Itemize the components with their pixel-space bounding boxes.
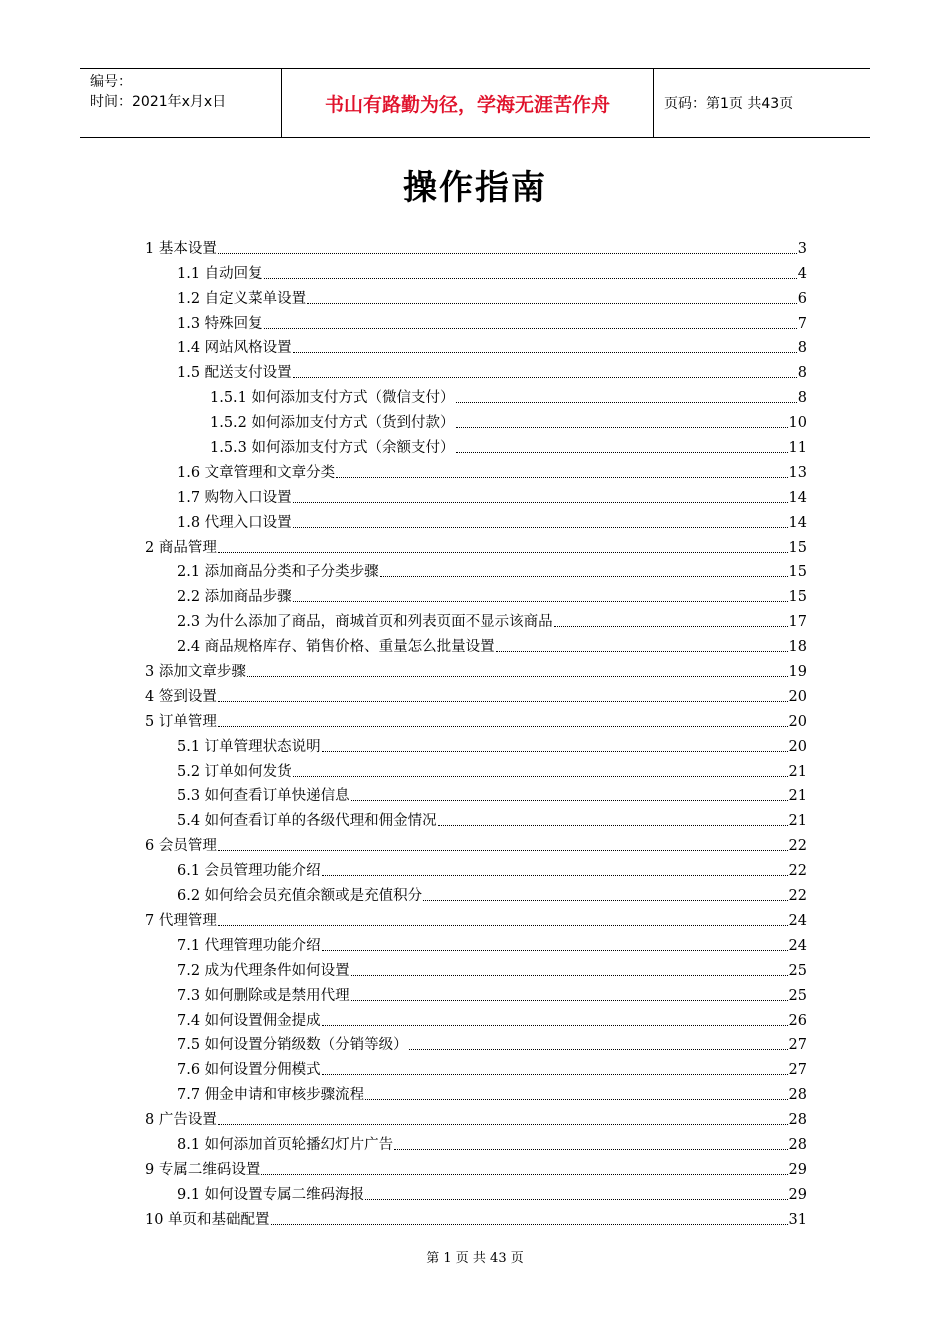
toc-dot-leader xyxy=(322,875,788,876)
toc-entry[interactable] xyxy=(145,906,807,931)
toc-entry[interactable] xyxy=(145,831,807,856)
toc-dot-leader xyxy=(218,701,788,702)
toc-entry-title: 1.8 代理入口设置 xyxy=(177,514,292,531)
toc-dot-leader xyxy=(307,303,797,304)
toc-entry-page: 7 xyxy=(797,315,807,332)
toc-entry-page: 18 xyxy=(788,639,807,656)
toc-dot-leader xyxy=(293,352,797,353)
toc-entry-title: 7.1 代理管理功能介绍 xyxy=(177,937,321,954)
toc-dot-leader xyxy=(293,527,788,528)
toc-dot-leader xyxy=(438,825,788,826)
toc-entry[interactable] xyxy=(145,433,807,458)
toc-entry-title: 7.4 如何设置佣金提成 xyxy=(177,1012,321,1029)
toc-entry[interactable] xyxy=(145,1155,807,1180)
page-footer: 第 1 页 共 43 页 xyxy=(426,1251,524,1266)
toc-entry-page: 25 xyxy=(788,987,807,1004)
header-page-label: 页码：第1页 共43页 xyxy=(664,96,794,112)
toc-entry[interactable] xyxy=(145,881,807,906)
toc-entry-page: 21 xyxy=(788,788,807,805)
toc-entry-page: 13 xyxy=(788,464,807,481)
toc-entry-title: 2.1 添加商品分类和子分类步骤 xyxy=(177,564,379,581)
toc-entry-page: 22 xyxy=(788,838,807,855)
toc-entry-page: 17 xyxy=(788,614,807,631)
toc-dot-leader xyxy=(456,402,797,403)
header-info xyxy=(80,69,282,137)
toc-entry-page: 4 xyxy=(797,265,807,282)
header-motto: 书山有路勤为径，学海无涯苦作舟 xyxy=(282,69,654,137)
toc-entry-title: 10 单页和基础配置 xyxy=(145,1211,270,1228)
toc-entry-title: 7 代理管理 xyxy=(145,912,217,929)
toc-entry-page: 21 xyxy=(788,763,807,780)
toc-entry-page: 6 xyxy=(797,290,807,307)
toc-entry-title: 9 专属二维码设置 xyxy=(145,1161,261,1178)
toc-entry[interactable] xyxy=(145,1205,807,1230)
toc-dot-leader xyxy=(554,626,788,627)
toc-entry-page: 3 xyxy=(797,240,807,257)
toc-entry-page: 20 xyxy=(788,713,807,730)
toc-dot-leader xyxy=(394,1149,787,1150)
toc-entry-title: 9.1 如何设置专属二维码海报 xyxy=(177,1186,365,1203)
toc-dot-leader xyxy=(264,328,797,329)
toc-entry-page: 20 xyxy=(788,738,807,755)
toc-entry[interactable] xyxy=(145,508,807,533)
toc-entry[interactable] xyxy=(145,981,807,1006)
toc-entry[interactable] xyxy=(145,383,807,408)
toc-dot-leader xyxy=(261,1174,787,1175)
toc-entry[interactable] xyxy=(145,806,807,831)
toc-entry-title: 7.2 成为代理条件如何设置 xyxy=(177,962,350,979)
toc-dot-leader xyxy=(409,1049,788,1050)
toc-dot-leader xyxy=(322,950,788,951)
page-title: 操作指南 xyxy=(403,168,547,208)
toc-dot-leader xyxy=(264,278,797,279)
toc-dot-leader xyxy=(218,1124,788,1125)
toc-entry-title: 1.2 自定义菜单设置 xyxy=(177,290,307,307)
toc-entry-title: 7.6 如何设置分佣模式 xyxy=(177,1062,321,1079)
toc-entry-title: 5.2 订单如何发货 xyxy=(177,763,292,780)
toc-entry-title: 7.5 如何设置分销级数（分销等级） xyxy=(177,1037,408,1054)
toc-entry[interactable] xyxy=(145,358,807,383)
toc-entry-page: 25 xyxy=(788,962,807,979)
toc-entry-page: 27 xyxy=(788,1037,807,1054)
toc-entry[interactable] xyxy=(145,259,807,284)
toc-dot-leader xyxy=(423,900,787,901)
toc-dot-leader xyxy=(293,377,797,378)
toc-entry[interactable] xyxy=(145,284,807,309)
toc-entry-title: 1.5.2 如何添加支付方式（货到付款） xyxy=(210,415,455,432)
toc-entry-title: 5.4 如何查看订单的各级代理和佣金情况 xyxy=(177,813,437,830)
toc-entry-title: 8.1 如何添加首页轮播幻灯片广告 xyxy=(177,1136,394,1153)
toc-dot-leader xyxy=(322,1074,788,1075)
toc-entry-page: 15 xyxy=(788,589,807,606)
toc-entry-page: 28 xyxy=(788,1112,807,1129)
toc-entry[interactable] xyxy=(145,582,807,607)
toc-entry[interactable] xyxy=(145,558,807,583)
toc-entry[interactable] xyxy=(145,632,807,657)
toc-entry-title: 8 广告设置 xyxy=(145,1112,217,1129)
toc-entry-title: 4 签到设置 xyxy=(145,688,217,705)
toc-entry-page: 11 xyxy=(788,440,807,457)
toc-entry-title: 2.2 添加商品步骤 xyxy=(177,589,292,606)
toc-entry-title: 1 基本设置 xyxy=(145,240,217,257)
toc-dot-leader xyxy=(218,253,797,254)
toc-entry[interactable] xyxy=(145,234,807,259)
toc-entry-title: 1.7 购物入口设置 xyxy=(177,489,292,506)
toc-entry[interactable] xyxy=(145,732,807,757)
toc-entry[interactable] xyxy=(145,408,807,433)
toc-entry-page: 8 xyxy=(797,390,807,407)
toc-entry[interactable] xyxy=(145,1130,807,1155)
toc-dot-leader xyxy=(322,751,788,752)
toc-entry[interactable] xyxy=(145,1080,807,1105)
toc-entry-title: 1.5 配送支付设置 xyxy=(177,365,292,382)
toc-entry[interactable] xyxy=(145,309,807,334)
toc-entry-page: 14 xyxy=(788,489,807,506)
toc-entry-title: 7.7 佣金申请和审核步骤流程 xyxy=(177,1087,365,1104)
toc-entry[interactable] xyxy=(145,782,807,807)
toc-dot-leader xyxy=(456,427,788,428)
toc-entry[interactable] xyxy=(145,1180,807,1205)
toc-entry-page: 20 xyxy=(788,688,807,705)
toc-entry-title: 2 商品管理 xyxy=(145,539,217,556)
toc-dot-leader xyxy=(351,800,788,801)
toc-entry[interactable] xyxy=(145,607,807,632)
toc-entry-page: 29 xyxy=(788,1186,807,1203)
toc-entry-page: 19 xyxy=(788,664,807,681)
toc-dot-leader xyxy=(322,1025,788,1026)
toc-dot-leader xyxy=(336,477,787,478)
toc-dot-leader xyxy=(351,975,788,976)
toc-entry-page: 28 xyxy=(788,1136,807,1153)
toc-dot-leader xyxy=(293,776,788,777)
toc-entry[interactable] xyxy=(145,334,807,359)
toc-entry[interactable] xyxy=(145,707,807,732)
document-number-label: 编号： xyxy=(90,74,132,90)
toc-dot-leader xyxy=(218,925,788,926)
toc-entry[interactable] xyxy=(145,1006,807,1031)
toc-entry-page: 10 xyxy=(788,415,807,432)
toc-entry[interactable] xyxy=(145,1105,807,1130)
toc-entry[interactable] xyxy=(145,483,807,508)
toc-entry-page: 27 xyxy=(788,1062,807,1079)
toc-dot-leader xyxy=(293,601,788,602)
toc-entry-title: 3 添加文章步骤 xyxy=(145,664,246,681)
toc-dot-leader xyxy=(351,1000,788,1001)
toc-entry[interactable] xyxy=(145,956,807,981)
toc-entry-title: 5.1 订单管理状态说明 xyxy=(177,738,321,755)
toc-entry[interactable] xyxy=(145,458,807,483)
toc-entry-page: 24 xyxy=(788,937,807,954)
toc-dot-leader xyxy=(293,502,788,503)
toc-entry-title: 1.3 特殊回复 xyxy=(177,315,263,332)
toc-entry-title: 2.4 商品规格库存、销售价格、重量怎么批量设置 xyxy=(177,639,495,656)
toc-entry-title: 1.5.3 如何添加支付方式（余额支付） xyxy=(210,440,455,457)
toc-entry-page: 26 xyxy=(788,1012,807,1029)
toc-dot-leader xyxy=(365,1199,787,1200)
toc-entry-title: 1.1 自动回复 xyxy=(177,265,263,282)
toc-entry-page: 22 xyxy=(788,863,807,880)
toc-entry-page: 29 xyxy=(788,1161,807,1178)
toc-entry-page: 21 xyxy=(788,813,807,830)
table-of-contents xyxy=(145,234,807,1230)
toc-entry-page: 14 xyxy=(788,514,807,531)
toc-dot-leader xyxy=(218,850,788,851)
document-date-label: 时间：2021年x月x日 xyxy=(90,94,227,110)
toc-entry-title: 7.3 如何删除或是禁用代理 xyxy=(177,987,350,1004)
toc-dot-leader xyxy=(496,651,788,652)
toc-entry-title: 1.4 网站风格设置 xyxy=(177,340,292,357)
toc-dot-leader xyxy=(456,452,788,453)
toc-entry-page: 8 xyxy=(797,340,807,357)
toc-entry[interactable] xyxy=(145,682,807,707)
toc-entry[interactable] xyxy=(145,931,807,956)
toc-entry[interactable] xyxy=(145,1031,807,1056)
toc-entry[interactable] xyxy=(145,856,807,881)
toc-entry-page: 31 xyxy=(788,1211,807,1228)
toc-dot-leader xyxy=(271,1224,788,1225)
toc-dot-leader xyxy=(218,726,788,727)
toc-entry-page: 28 xyxy=(788,1087,807,1104)
page-header xyxy=(80,68,870,138)
toc-entry-title: 6.1 会员管理功能介绍 xyxy=(177,863,321,880)
toc-dot-leader xyxy=(247,676,788,677)
toc-entry-title: 6 会员管理 xyxy=(145,838,217,855)
toc-entry-page: 24 xyxy=(788,912,807,929)
toc-entry-title: 6.2 如何给会员充值余额或是充值积分 xyxy=(177,888,423,905)
toc-dot-leader xyxy=(218,552,788,553)
toc-dot-leader xyxy=(380,576,788,577)
toc-entry-title: 5.3 如何查看订单快递信息 xyxy=(177,788,350,805)
toc-dot-leader xyxy=(365,1099,787,1100)
toc-entry-page: 22 xyxy=(788,888,807,905)
toc-entry[interactable] xyxy=(145,1055,807,1080)
toc-entry-title: 5 订单管理 xyxy=(145,713,217,730)
toc-entry-title: 1.6 文章管理和文章分类 xyxy=(177,464,336,481)
toc-entry[interactable] xyxy=(145,757,807,782)
toc-entry-page: 15 xyxy=(788,539,807,556)
toc-entry-page: 15 xyxy=(788,564,807,581)
toc-entry-title: 1.5.1 如何添加支付方式（微信支付） xyxy=(210,390,455,407)
toc-entry-page: 8 xyxy=(797,365,807,382)
toc-entry[interactable] xyxy=(145,533,807,558)
toc-entry-title: 2.3 为什么添加了商品，商城首页和列表页面不显示该商品 xyxy=(177,614,553,631)
toc-entry[interactable] xyxy=(145,657,807,682)
